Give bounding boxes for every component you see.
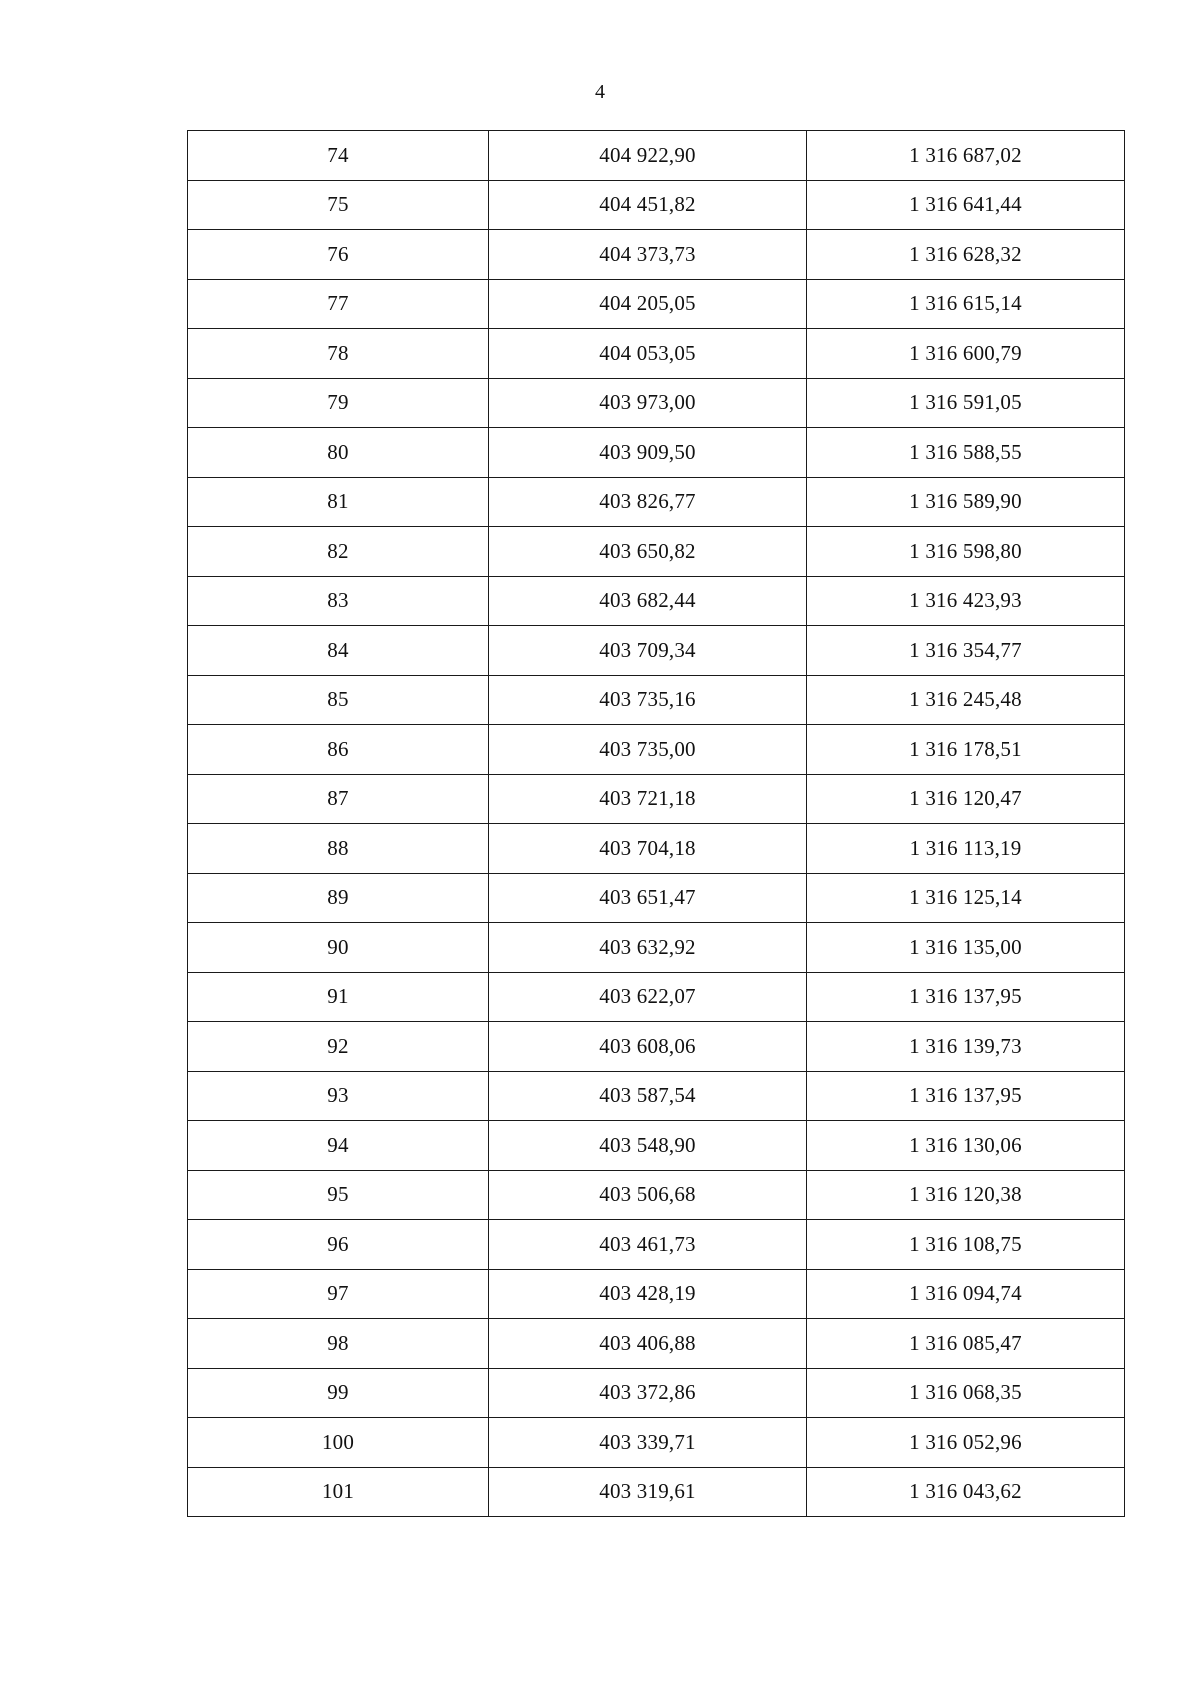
x-coordinate-cell: 404 205,05 [489,279,807,329]
x-coordinate-cell: 404 053,05 [489,329,807,379]
y-coordinate-cell: 1 316 125,14 [807,873,1125,923]
point-number-cell: 81 [188,477,489,527]
x-coordinate-cell: 403 319,61 [489,1467,807,1517]
point-number-cell: 75 [188,180,489,230]
y-coordinate-cell: 1 316 641,44 [807,180,1125,230]
point-number-cell: 80 [188,428,489,478]
y-coordinate-cell: 1 316 687,02 [807,131,1125,181]
table-row [188,774,1125,824]
x-coordinate-cell: 404 373,73 [489,230,807,280]
y-coordinate-cell: 1 316 423,93 [807,576,1125,626]
point-number-cell: 100 [188,1418,489,1468]
point-number-cell: 96 [188,1220,489,1270]
point-number-cell: 90 [188,923,489,973]
coordinates-table-body [188,131,1125,1517]
y-coordinate-cell: 1 316 588,55 [807,428,1125,478]
x-coordinate-cell: 403 461,73 [489,1220,807,1270]
y-coordinate-cell: 1 316 068,35 [807,1368,1125,1418]
table-row [188,180,1125,230]
point-number-cell: 94 [188,1121,489,1171]
y-coordinate-cell: 1 316 094,74 [807,1269,1125,1319]
point-number-cell: 101 [188,1467,489,1517]
point-number-cell: 84 [188,626,489,676]
x-coordinate-cell: 403 909,50 [489,428,807,478]
x-coordinate-cell: 403 622,07 [489,972,807,1022]
table-row [188,329,1125,379]
y-coordinate-cell: 1 316 108,75 [807,1220,1125,1270]
point-number-cell: 78 [188,329,489,379]
x-coordinate-cell: 404 451,82 [489,180,807,230]
table-row [188,923,1125,973]
table-row [188,1121,1125,1171]
point-number-cell: 89 [188,873,489,923]
table-row [188,725,1125,775]
x-coordinate-cell: 403 651,47 [489,873,807,923]
y-coordinate-cell: 1 316 178,51 [807,725,1125,775]
x-coordinate-cell: 403 704,18 [489,824,807,874]
x-coordinate-cell: 403 406,88 [489,1319,807,1369]
table-row [188,378,1125,428]
y-coordinate-cell: 1 316 135,00 [807,923,1125,973]
x-coordinate-cell: 403 608,06 [489,1022,807,1072]
page-number: 4 [595,81,605,103]
point-number-cell: 82 [188,527,489,577]
table-row [188,279,1125,329]
table-row [188,527,1125,577]
x-coordinate-cell: 403 650,82 [489,527,807,577]
y-coordinate-cell: 1 316 137,95 [807,972,1125,1022]
table-row [188,675,1125,725]
x-coordinate-cell: 403 506,68 [489,1170,807,1220]
table-row [188,1418,1125,1468]
x-coordinate-cell: 403 548,90 [489,1121,807,1171]
point-number-cell: 88 [188,824,489,874]
y-coordinate-cell: 1 316 120,38 [807,1170,1125,1220]
table-row [188,1319,1125,1369]
point-number-cell: 86 [188,725,489,775]
point-number-cell: 99 [188,1368,489,1418]
point-number-cell: 83 [188,576,489,626]
x-coordinate-cell: 404 922,90 [489,131,807,181]
point-number-cell: 92 [188,1022,489,1072]
y-coordinate-cell: 1 316 085,47 [807,1319,1125,1369]
y-coordinate-cell: 1 316 139,73 [807,1022,1125,1072]
x-coordinate-cell: 403 682,44 [489,576,807,626]
table-row [188,1269,1125,1319]
point-number-cell: 95 [188,1170,489,1220]
table-row [188,972,1125,1022]
y-coordinate-cell: 1 316 628,32 [807,230,1125,280]
x-coordinate-cell: 403 372,86 [489,1368,807,1418]
y-coordinate-cell: 1 316 600,79 [807,329,1125,379]
point-number-cell: 97 [188,1269,489,1319]
table-row [188,824,1125,874]
point-number-cell: 77 [188,279,489,329]
point-number-cell: 79 [188,378,489,428]
point-number-cell: 85 [188,675,489,725]
y-coordinate-cell: 1 316 120,47 [807,774,1125,824]
x-coordinate-cell: 403 428,19 [489,1269,807,1319]
point-number-cell: 93 [188,1071,489,1121]
y-coordinate-cell: 1 316 591,05 [807,378,1125,428]
table-row [188,1071,1125,1121]
table-row [188,576,1125,626]
point-number-cell: 74 [188,131,489,181]
table-row [188,477,1125,527]
table-row [188,1368,1125,1418]
x-coordinate-cell: 403 709,34 [489,626,807,676]
point-number-cell: 87 [188,774,489,824]
y-coordinate-cell: 1 316 113,19 [807,824,1125,874]
table-row [188,873,1125,923]
x-coordinate-cell: 403 339,71 [489,1418,807,1468]
point-number-cell: 91 [188,972,489,1022]
x-coordinate-cell: 403 973,00 [489,378,807,428]
table-row [188,1467,1125,1517]
y-coordinate-cell: 1 316 043,62 [807,1467,1125,1517]
y-coordinate-cell: 1 316 615,14 [807,279,1125,329]
table-row [188,1170,1125,1220]
y-coordinate-cell: 1 316 598,80 [807,527,1125,577]
table-row [188,1022,1125,1072]
x-coordinate-cell: 403 632,92 [489,923,807,973]
point-number-cell: 98 [188,1319,489,1369]
x-coordinate-cell: 403 721,18 [489,774,807,824]
table-row [188,1220,1125,1270]
y-coordinate-cell: 1 316 245,48 [807,675,1125,725]
x-coordinate-cell: 403 826,77 [489,477,807,527]
table-row [188,626,1125,676]
table-row [188,230,1125,280]
x-coordinate-cell: 403 735,16 [489,675,807,725]
y-coordinate-cell: 1 316 130,06 [807,1121,1125,1171]
coordinates-table [187,130,1125,1517]
point-number-cell: 76 [188,230,489,280]
y-coordinate-cell: 1 316 354,77 [807,626,1125,676]
x-coordinate-cell: 403 587,54 [489,1071,807,1121]
table-row [188,428,1125,478]
table-row [188,131,1125,181]
x-coordinate-cell: 403 735,00 [489,725,807,775]
y-coordinate-cell: 1 316 137,95 [807,1071,1125,1121]
y-coordinate-cell: 1 316 052,96 [807,1418,1125,1468]
y-coordinate-cell: 1 316 589,90 [807,477,1125,527]
